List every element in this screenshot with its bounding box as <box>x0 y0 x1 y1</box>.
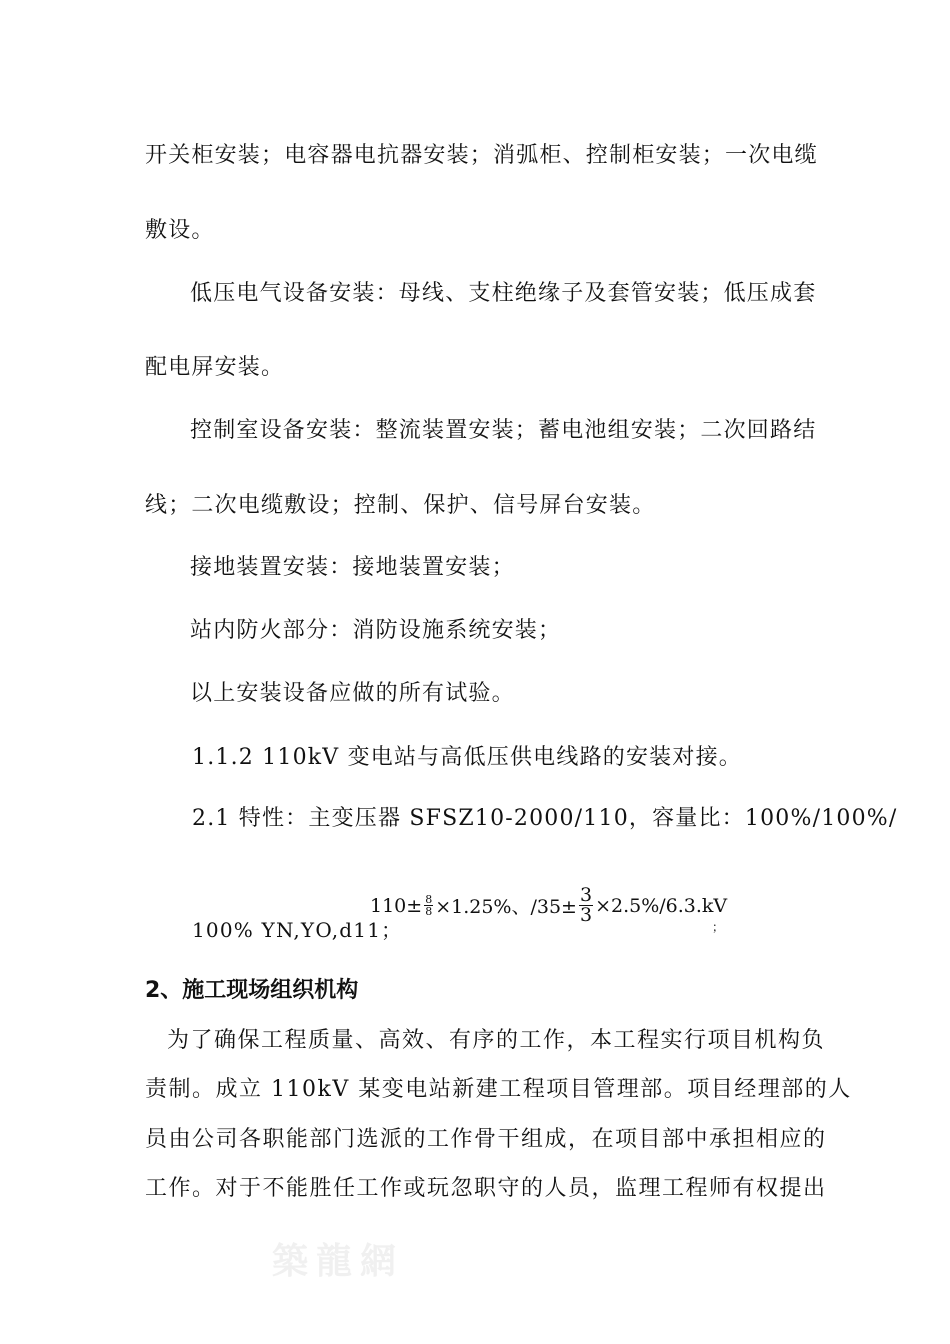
watermark: 築龍網 <box>272 1240 405 1282</box>
text-line: 站内防火部分：消防设施系统安装； <box>190 618 562 643</box>
fraction <box>579 886 593 925</box>
text-line: 低压电气设备安装：母线、支柱绝缘子及套管安装；低压成套 <box>190 281 817 306</box>
fraction-numerator: 3 <box>579 884 593 906</box>
text-line: 接地装置安装：接地装置安装； <box>190 555 515 580</box>
text-line: 敷设。 <box>145 218 215 243</box>
text-line: 控制室设备安装：整流装置安装；蓄电池组安装；二次回路结 <box>190 418 817 443</box>
section-heading: 2、施工现场组织机构 <box>145 978 359 1003</box>
text-line: 开关柜安装；电容器电抗器安装；消弧柜、控制柜安装；一次电缆 <box>145 143 818 168</box>
fraction-denominator: 8 <box>425 905 433 918</box>
text-line: 1.1.2 110kV 变电站与高低压供电线路的安装对接。 <box>192 745 742 770</box>
formula-part: ×1.25%、/35± <box>435 896 577 918</box>
text-line: 100% YN,YO,d11； <box>192 918 403 942</box>
body-line: 为了确保工程质量、高效、有序的工作，本工程实行项目机构负 <box>167 1028 826 1053</box>
formula <box>370 886 727 925</box>
formula-part: 110± <box>370 894 423 917</box>
fraction-numerator: 8 <box>425 893 433 906</box>
text-line: 线；二次电缆敷设；控制、保护、信号屏台安装。 <box>145 493 656 518</box>
fraction-denominator: 3 <box>579 904 593 926</box>
text-line: 配电屏安装。 <box>145 355 285 380</box>
body-line: 责制。成立 110kV 某变电站新建工程项目管理部。项目经理部的人 <box>145 1077 852 1102</box>
text-line: 以上安装设备应做的所有试验。 <box>190 681 515 706</box>
formula-part: ×2.5%/6.3.kV <box>595 894 728 917</box>
formula-trailing: ； <box>712 920 725 934</box>
body-line: 工作。对于不能胜任工作或玩忽职守的人员，监理工程师有权提出 <box>145 1176 827 1201</box>
fraction <box>424 894 433 917</box>
text-line: 2.1 特性：主变压器 SFSZ10-2000/110，容量比：100%/100%/ <box>192 806 898 831</box>
body-line: 员由公司各职能部门选派的工作骨干组成，在项目部中承担相应的 <box>145 1127 827 1152</box>
